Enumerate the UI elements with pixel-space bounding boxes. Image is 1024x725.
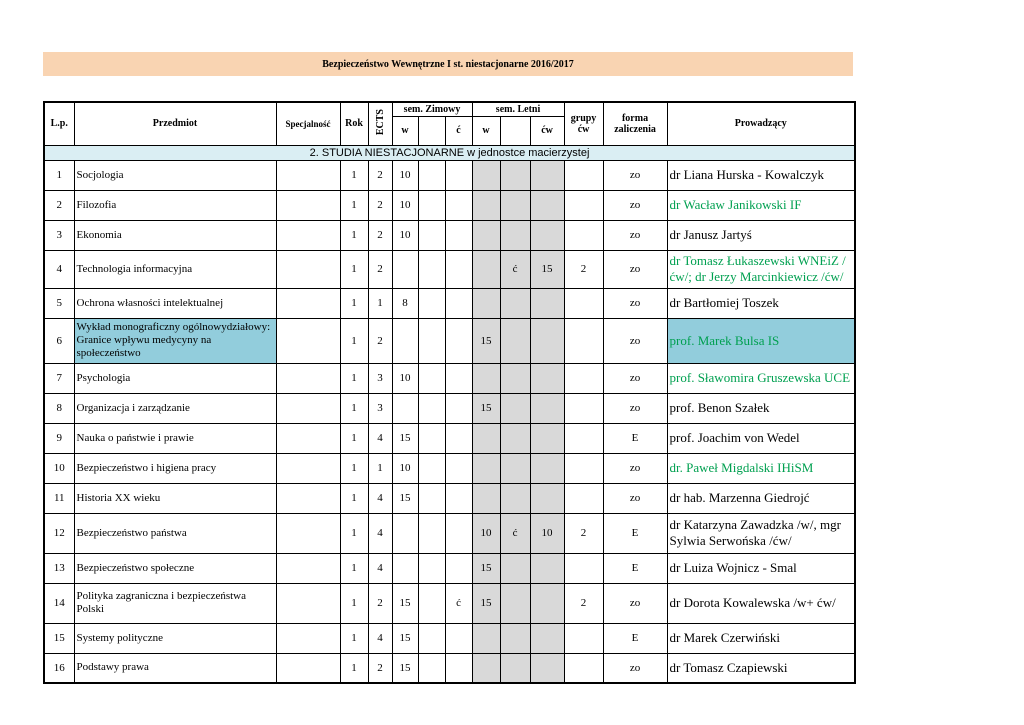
row-forma: zo (603, 250, 667, 288)
row-grupy (564, 318, 603, 363)
row-subject: Systemy polityczne (74, 623, 276, 653)
row-letni-blank (500, 318, 530, 363)
row-zimowy-w: 15 (392, 423, 418, 453)
header-lp: L.p. (44, 102, 74, 145)
row-zimowy-c (445, 250, 472, 288)
row-grupy (564, 653, 603, 683)
row-letni-cw (530, 653, 564, 683)
row-letni-blank (500, 423, 530, 453)
row-letni-w (472, 250, 500, 288)
row-ects: 2 (368, 250, 392, 288)
row-zimowy-blank (418, 453, 445, 483)
row-zimowy-blank (418, 250, 445, 288)
row-prowadzacy: dr Dorota Kowalewska /w+ ćw/ (667, 583, 855, 623)
row-specjalnosc (276, 583, 340, 623)
row-zimowy-c (445, 160, 472, 190)
row-zimowy-w (392, 250, 418, 288)
row-zimowy-c (445, 483, 472, 513)
header-zimowy-blank (418, 116, 445, 145)
row-letni-blank (500, 583, 530, 623)
row-specjalnosc (276, 190, 340, 220)
row-specjalnosc (276, 250, 340, 288)
row-prowadzacy: prof. Benon Szałek (667, 393, 855, 423)
table-row (44, 160, 855, 190)
row-zimowy-c (445, 453, 472, 483)
row-specjalnosc (276, 453, 340, 483)
row-forma: zo (603, 653, 667, 683)
row-ects: 2 (368, 318, 392, 363)
row-ects: 1 (368, 288, 392, 318)
table-row (44, 513, 855, 553)
table-row (44, 250, 855, 288)
row-letni-w: 15 (472, 583, 500, 623)
table-row (44, 553, 855, 583)
row-lp: 10 (44, 453, 74, 483)
row-prowadzacy: dr. Paweł Migdalski IHiSM (667, 453, 855, 483)
row-specjalnosc (276, 483, 340, 513)
header-sem-letni: sem. Letni (472, 102, 564, 116)
row-letni-cw (530, 288, 564, 318)
row-grupy (564, 160, 603, 190)
row-lp: 15 (44, 623, 74, 653)
row-ects: 4 (368, 483, 392, 513)
row-prowadzacy: dr Katarzyna Zawadzka /w/, mgr Sylwia Serwońska /ćw/ (667, 513, 855, 553)
row-letni-cw (530, 483, 564, 513)
row-letni-blank (500, 483, 530, 513)
row-letni-blank (500, 288, 530, 318)
table-row (44, 363, 855, 393)
row-subject: Bezpieczeństwo państwa (74, 513, 276, 553)
row-letni-cw (530, 160, 564, 190)
table-row (44, 423, 855, 453)
row-rok: 1 (340, 160, 368, 190)
row-zimowy-c (445, 318, 472, 363)
row-prowadzacy: dr hab. Marzenna Giedrojć (667, 483, 855, 513)
row-letni-cw: 15 (530, 250, 564, 288)
row-zimowy-c (445, 190, 472, 220)
row-zimowy-w: 10 (392, 363, 418, 393)
row-rok: 1 (340, 553, 368, 583)
row-ects: 4 (368, 553, 392, 583)
row-specjalnosc (276, 160, 340, 190)
document-title: Bezpieczeństwo Wewnętrzne I st. niestacjonarne 2016/2017 (322, 58, 574, 70)
row-zimowy-w: 10 (392, 160, 418, 190)
row-lp: 6 (44, 318, 74, 363)
row-zimowy-c (445, 553, 472, 583)
row-rok: 1 (340, 363, 368, 393)
header-rok: Rok (340, 102, 368, 145)
row-letni-blank (500, 553, 530, 583)
row-lp: 3 (44, 220, 74, 250)
row-letni-cw (530, 423, 564, 453)
row-lp: 12 (44, 513, 74, 553)
course-table (43, 101, 856, 684)
row-ects: 1 (368, 453, 392, 483)
row-grupy (564, 483, 603, 513)
table-row (44, 393, 855, 423)
row-specjalnosc (276, 288, 340, 318)
row-letni-w (472, 220, 500, 250)
row-letni-w (472, 423, 500, 453)
row-prowadzacy: dr Tomasz Łukaszewski WNEiZ /ćw/; dr Jerzy Marcinkiewicz /ćw/ (667, 250, 855, 288)
row-zimowy-blank (418, 288, 445, 318)
row-specjalnosc (276, 393, 340, 423)
row-letni-w: 15 (472, 553, 500, 583)
row-zimowy-w: 15 (392, 583, 418, 623)
row-zimowy-blank (418, 190, 445, 220)
row-ects: 2 (368, 583, 392, 623)
row-prowadzacy: dr Marek Czerwiński (667, 623, 855, 653)
row-forma: zo (603, 453, 667, 483)
row-letni-blank (500, 653, 530, 683)
row-letni-blank (500, 623, 530, 653)
row-rok: 1 (340, 393, 368, 423)
row-subject: Bezpieczeństwo i higiena pracy (74, 453, 276, 483)
table-row (44, 483, 855, 513)
row-letni-w (472, 483, 500, 513)
row-lp: 2 (44, 190, 74, 220)
row-grupy (564, 623, 603, 653)
row-zimowy-w: 15 (392, 653, 418, 683)
row-lp: 9 (44, 423, 74, 453)
row-specjalnosc (276, 220, 340, 250)
row-grupy: 2 (564, 250, 603, 288)
row-letni-w (472, 623, 500, 653)
row-subject: Nauka o państwie i prawie (74, 423, 276, 453)
table-row (44, 583, 855, 623)
row-specjalnosc (276, 653, 340, 683)
row-letni-blank (500, 363, 530, 393)
row-subject: Organizacja i zarządzanie (74, 393, 276, 423)
row-letni-blank (500, 160, 530, 190)
row-lp: 4 (44, 250, 74, 288)
row-zimowy-c (445, 363, 472, 393)
row-forma: zo (603, 288, 667, 318)
row-letni-w (472, 190, 500, 220)
header-letni-blank (500, 116, 530, 145)
row-rok: 1 (340, 623, 368, 653)
row-rok: 1 (340, 220, 368, 250)
document-title-bar (43, 52, 853, 76)
row-letni-cw: 10 (530, 513, 564, 553)
row-subject: Psychologia (74, 363, 276, 393)
row-ects: 2 (368, 160, 392, 190)
row-zimowy-c (445, 513, 472, 553)
row-forma: E (603, 623, 667, 653)
row-zimowy-blank (418, 423, 445, 453)
row-letni-w (472, 453, 500, 483)
row-letni-blank (500, 393, 530, 423)
row-grupy: 2 (564, 583, 603, 623)
row-rok: 1 (340, 190, 368, 220)
row-letni-cw (530, 190, 564, 220)
row-specjalnosc (276, 318, 340, 363)
row-lp: 13 (44, 553, 74, 583)
row-zimowy-blank (418, 483, 445, 513)
header-sem-zimowy: sem. Zimowy (392, 102, 472, 116)
row-zimowy-w: 10 (392, 453, 418, 483)
row-letni-blank: ć (500, 513, 530, 553)
row-ects: 2 (368, 190, 392, 220)
row-rok: 1 (340, 653, 368, 683)
row-zimowy-blank (418, 220, 445, 250)
row-forma: zo (603, 190, 667, 220)
row-letni-blank: ć (500, 250, 530, 288)
row-grupy (564, 190, 603, 220)
row-grupy (564, 453, 603, 483)
row-forma: zo (603, 363, 667, 393)
row-zimowy-c (445, 220, 472, 250)
row-lp: 5 (44, 288, 74, 318)
row-prowadzacy: dr Tomasz Czapiewski (667, 653, 855, 683)
section-row (44, 145, 855, 160)
table-row (44, 318, 855, 363)
row-grupy (564, 220, 603, 250)
row-zimowy-c (445, 288, 472, 318)
row-lp: 11 (44, 483, 74, 513)
row-prowadzacy: dr Bartłomiej Toszek (667, 288, 855, 318)
row-zimowy-w: 15 (392, 623, 418, 653)
row-subject: Socjologia (74, 160, 276, 190)
row-zimowy-blank (418, 363, 445, 393)
table-row (44, 220, 855, 250)
row-rok: 1 (340, 513, 368, 553)
table-row (44, 653, 855, 683)
row-zimowy-c (445, 393, 472, 423)
row-letni-cw (530, 453, 564, 483)
row-letni-blank (500, 453, 530, 483)
row-specjalnosc (276, 623, 340, 653)
row-zimowy-w: 10 (392, 190, 418, 220)
row-specjalnosc (276, 363, 340, 393)
row-letni-w: 15 (472, 318, 500, 363)
row-zimowy-blank (418, 160, 445, 190)
row-letni-blank (500, 220, 530, 250)
row-grupy (564, 553, 603, 583)
row-letni-blank (500, 190, 530, 220)
header-letni-w: w (472, 116, 500, 145)
row-specjalnosc (276, 423, 340, 453)
row-rok: 1 (340, 423, 368, 453)
row-subject: Ekonomia (74, 220, 276, 250)
row-prowadzacy: dr Liana Hurska - Kowalczyk (667, 160, 855, 190)
row-zimowy-w (392, 513, 418, 553)
row-zimowy-w (392, 318, 418, 363)
row-specjalnosc (276, 553, 340, 583)
row-zimowy-c (445, 623, 472, 653)
row-prowadzacy: dr Wacław Janikowski IF (667, 190, 855, 220)
row-grupy (564, 288, 603, 318)
header-prowadzacy: Prowadzący (667, 102, 855, 145)
row-grupy (564, 423, 603, 453)
row-zimowy-blank (418, 318, 445, 363)
row-rok: 1 (340, 453, 368, 483)
row-subject: Filozofia (74, 190, 276, 220)
row-letni-cw (530, 363, 564, 393)
row-forma: zo (603, 318, 667, 363)
row-lp: 1 (44, 160, 74, 190)
row-lp: 7 (44, 363, 74, 393)
row-rok: 1 (340, 288, 368, 318)
row-letni-cw (530, 623, 564, 653)
header-zimowy-w: w (392, 116, 418, 145)
header-ects-cell (368, 102, 392, 145)
row-letni-w: 10 (472, 513, 500, 553)
row-rok: 1 (340, 483, 368, 513)
row-prowadzacy: prof. Joachim von Wedel (667, 423, 855, 453)
row-ects: 2 (368, 653, 392, 683)
row-zimowy-blank (418, 623, 445, 653)
row-letni-cw (530, 553, 564, 583)
row-zimowy-c (445, 653, 472, 683)
row-letni-cw (530, 393, 564, 423)
row-subject: Wykład monograficzny ogólnowydziałowy: Granice wpływu medycyny na społeczeństwo (74, 318, 276, 363)
row-letni-cw (530, 318, 564, 363)
row-zimowy-w: 15 (392, 483, 418, 513)
row-zimowy-c: ć (445, 583, 472, 623)
row-grupy (564, 363, 603, 393)
row-ects: 2 (368, 220, 392, 250)
row-zimowy-blank (418, 553, 445, 583)
table-row (44, 288, 855, 318)
row-forma: E (603, 553, 667, 583)
row-zimowy-c (445, 423, 472, 453)
row-zimowy-w: 8 (392, 288, 418, 318)
row-letni-w: 15 (472, 393, 500, 423)
row-letni-w (472, 288, 500, 318)
row-grupy (564, 393, 603, 423)
row-letni-w (472, 160, 500, 190)
row-prowadzacy: prof. Sławomira Gruszewska UCE (667, 363, 855, 393)
row-zimowy-w (392, 393, 418, 423)
header-zimowy-c: ć (445, 116, 472, 145)
row-ects: 4 (368, 513, 392, 553)
row-zimowy-blank (418, 513, 445, 553)
row-forma: zo (603, 160, 667, 190)
row-rok: 1 (340, 583, 368, 623)
row-subject: Podstawy prawa (74, 653, 276, 683)
row-subject: Historia XX wieku (74, 483, 276, 513)
header-ects: ECTS (374, 109, 386, 136)
row-lp: 14 (44, 583, 74, 623)
row-forma: E (603, 423, 667, 453)
header-specjalnosc: Specjalność (276, 102, 340, 145)
row-lp: 8 (44, 393, 74, 423)
row-ects: 3 (368, 363, 392, 393)
table-row (44, 623, 855, 653)
header-letni-cw: ćw (530, 116, 564, 145)
row-forma: zo (603, 220, 667, 250)
row-zimowy-blank (418, 393, 445, 423)
row-prowadzacy: dr Luiza Wojnicz - Smal (667, 553, 855, 583)
row-rok: 1 (340, 250, 368, 288)
row-zimowy-blank (418, 653, 445, 683)
row-forma: E (603, 513, 667, 553)
table-row (44, 190, 855, 220)
row-ects: 4 (368, 623, 392, 653)
row-letni-w (472, 653, 500, 683)
row-subject: Bezpieczeństwo społeczne (74, 553, 276, 583)
row-lp: 16 (44, 653, 74, 683)
row-forma: zo (603, 483, 667, 513)
row-rok: 1 (340, 318, 368, 363)
row-ects: 3 (368, 393, 392, 423)
row-letni-cw (530, 583, 564, 623)
row-ects: 4 (368, 423, 392, 453)
header-przedmiot: Przedmiot (74, 102, 276, 145)
row-zimowy-w (392, 553, 418, 583)
row-subject: Ochrona własności intelektualnej (74, 288, 276, 318)
row-prowadzacy: dr Janusz Jartyś (667, 220, 855, 250)
row-subject: Polityka zagraniczna i bezpieczeństwa Polski (74, 583, 276, 623)
row-specjalnosc (276, 513, 340, 553)
row-prowadzacy: prof. Marek Bulsa IS (667, 318, 855, 363)
section-title: 2. STUDIA NIESTACJONARNE w jednostce macierzystej (44, 145, 855, 160)
row-forma: zo (603, 583, 667, 623)
header-forma: forma zaliczenia (603, 102, 667, 145)
header-grupy: grupy ćw (564, 102, 603, 145)
table-row (44, 453, 855, 483)
row-zimowy-blank (418, 583, 445, 623)
row-grupy: 2 (564, 513, 603, 553)
row-zimowy-w: 10 (392, 220, 418, 250)
row-subject: Technologia informacyjna (74, 250, 276, 288)
row-letni-w (472, 363, 500, 393)
row-letni-cw (530, 220, 564, 250)
row-forma: zo (603, 393, 667, 423)
